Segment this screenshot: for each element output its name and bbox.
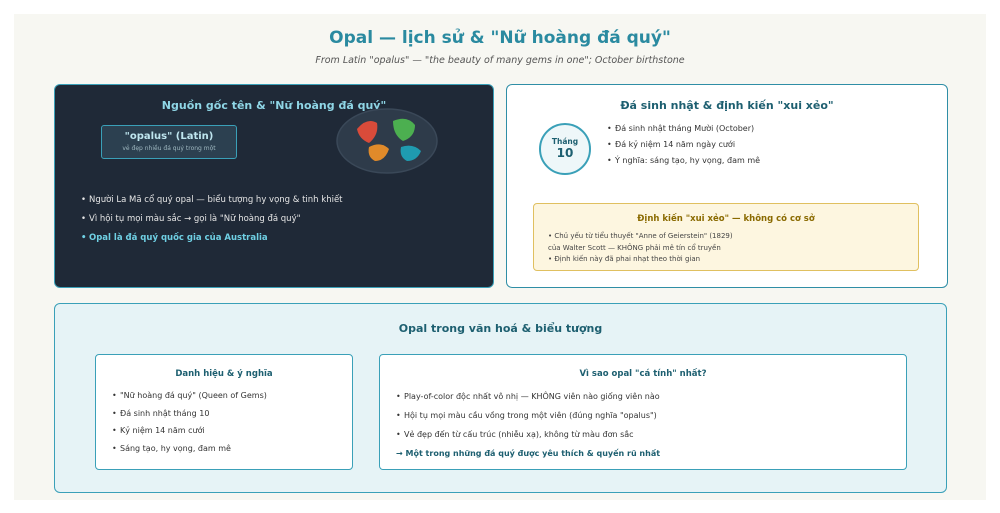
why-bullet: • Vẻ đẹp đến từ cấu trúc (nhiễu xạ), không từ màu đơn sắc [396,425,660,444]
birthstone-card-title: Đá sinh nhật & định kiến "xui xẻo" [620,99,834,112]
origin-card-title: Nguồn gốc tên & "Nữ hoàng đá quý" [161,99,387,112]
month-number: 10 [556,146,574,160]
birthstone-card [506,84,948,288]
why-panel-title: Vì sao opal "cá tính" nhất? [579,369,707,379]
page-title: Opal — lịch sử & "Nữ hoàng đá quý" [329,28,671,48]
titles-panel [95,354,353,470]
warning-title: Định kiến "xui xẻo" — không có cơ sở [637,214,815,224]
warning-lines [548,231,733,266]
culture-card [54,303,947,493]
opal-gems-icon [335,107,439,175]
page-subtitle: From Latin "opalus" — "the beauty of many gems in one"; October birthstone [315,55,685,66]
infographic-page [14,14,986,500]
birthstone-bullet: • Ý nghĩa: sáng tạo, hy vọng, đam mê [607,153,760,169]
why-bullet: • Play-of-color độc nhất vô nhị — KHÔNG viên nào giống viên nào [396,387,660,406]
titles-bullet: • Sáng tạo, hy vọng, đam mê [112,440,267,458]
birthstone-bullet: • Đá kỷ niệm 14 năm ngày cưới [607,137,760,153]
culture-card-title: Opal trong văn hoá & biểu tượng [398,322,603,335]
origin-card [54,84,494,288]
origin-bullet: • Vì hội tụ mọi màu sắc → gọi là "Nữ hoàng đá quý" [81,210,343,229]
birthstone-bullet: • Đá sinh nhật tháng Mười (October) [607,121,760,137]
why-panel [379,354,907,470]
titles-bullets [112,387,267,457]
month-badge [539,123,591,175]
titles-bullet: • Đá sinh nhật tháng 10 [112,405,267,423]
titles-panel-title: Danh hiệu & ý nghĩa [175,369,273,379]
latin-word: "opalus" (Latin) [124,131,214,142]
gem-oval-background [337,109,437,173]
origin-bullet: • Người La Mã cổ quý opal — biểu tượng hy vọng & tinh khiết [81,191,343,210]
why-bullet: • Hội tụ mọi màu cầu vồng trong một viên (đúng nghĩa "opalus") [396,406,660,425]
origin-highlight: • Opal là đá quý quốc gia của Australia [81,229,343,248]
birthstone-bullets [607,121,760,169]
superstition-warning-box [533,203,919,271]
latin-meaning: vẻ đẹp nhiều đá quý trong một [122,145,216,152]
latin-word-box [101,125,237,159]
warning-line: • Định kiến này đã phai nhạt theo thời gian [548,255,701,263]
warning-line: • Chủ yếu từ tiểu thuyết "Anne of Geierstein" (1829) [548,232,733,240]
origin-bullets [81,191,343,248]
month-label: Tháng [551,137,579,146]
warning-line: của Walter Scott — KHÔNG phải mê tín cổ truyền [548,243,721,252]
why-bullets [396,387,660,463]
why-conclusion: → Một trong những đá quý được yêu thích & quyến rũ nhất [396,449,661,458]
titles-bullet: • Kỷ niệm 14 năm cưới [112,422,267,440]
titles-bullet: • "Nữ hoàng đá quý" (Queen of Gems) [112,387,267,405]
